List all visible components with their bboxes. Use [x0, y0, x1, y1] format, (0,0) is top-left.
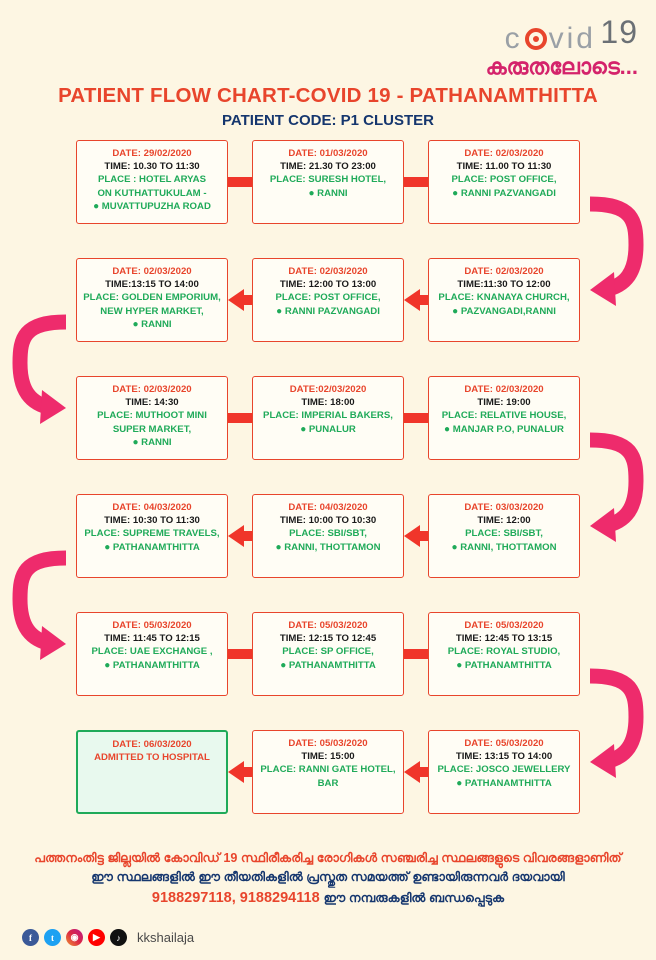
- card-place-line: PLACE: ROYAL STUDIO,: [447, 646, 561, 658]
- card-place-line: ● PAZVANGADI,RANNI: [452, 305, 556, 317]
- instagram-icon[interactable]: ◉: [66, 929, 83, 946]
- logo-malayalam-tagline: കരുതലോടെ...: [485, 53, 638, 79]
- card-time: TIME: 21.30 TO 23:00: [280, 161, 376, 173]
- location-pin-icon: ●: [280, 659, 287, 671]
- flow-card: [76, 612, 228, 696]
- flow-card: [428, 140, 580, 224]
- card-time: TIME: 12:00: [477, 515, 531, 527]
- card-place-line: PLACE: POST OFFICE,: [275, 292, 381, 304]
- card-date: DATE: 05/03/2020: [288, 738, 368, 749]
- location-pin-icon: ●: [104, 659, 111, 671]
- card-place-line: PLACE: SURESH HOTEL,: [269, 174, 387, 186]
- card-date: DATE: 02/03/2020: [112, 384, 192, 395]
- card-place-line: ● MUVATTUPUZHA ROAD: [93, 200, 211, 212]
- flow-card: [252, 376, 404, 460]
- logo-virus-o-icon: [525, 28, 547, 50]
- twitter-icon[interactable]: t: [44, 929, 61, 946]
- footer-line-2: ഈ സ്ഥലങ്ങളിൽ ഈ തീയതികളിൽ പ്രസ്തുത സമയത്ത് ഉണ്ടായിരുന്നവർ ദയവായി: [91, 870, 565, 884]
- card-time: TIME: 14:30: [125, 397, 179, 409]
- card-date: DATE: 06/03/2020: [112, 739, 192, 750]
- location-pin-icon: ●: [132, 318, 139, 330]
- card-place-line: ADMITTED TO HOSPITAL: [94, 752, 210, 764]
- flow-card: [428, 730, 580, 814]
- social-handle: kkshailaja: [137, 930, 195, 945]
- card-time: TIME: 19:00: [477, 397, 531, 409]
- card-date: DATE: 05/03/2020: [112, 620, 192, 631]
- card-time: TIME: 11.00 TO 11:30: [456, 161, 552, 173]
- card-place-line: PLACE: SUPREME TRAVELS,: [84, 528, 220, 540]
- helpline-numbers: 9188297118, 9188294118: [151, 890, 320, 906]
- card-place-line: PLACE: SBI/SBT,: [465, 528, 543, 540]
- card-place-line: NEW HYPER MARKET,: [100, 305, 204, 317]
- location-pin-icon: ●: [275, 541, 282, 553]
- card-date: DATE: 04/03/2020: [288, 502, 368, 513]
- flow-card: [76, 494, 228, 578]
- card-place-line: ● PATHANAMTHITTA: [456, 659, 552, 671]
- curve-arrow-right-3: [586, 662, 648, 780]
- card-time: TIME: 12:15 TO 12:45: [279, 633, 377, 645]
- card-place-line: ● PATHANAMTHITTA: [104, 659, 200, 671]
- card-date: DATE: 02/03/2020: [464, 384, 544, 395]
- card-date: DATE: 05/03/2020: [288, 620, 368, 631]
- card-time: TIME: 12:45 TO 13:15: [455, 633, 553, 645]
- card-place-line: PLACE: SBI/SBT,: [289, 528, 367, 540]
- footer-contact-line: [0, 890, 656, 906]
- flow-chart-board: [0, 140, 656, 848]
- card-date: DATE:02/03/2020: [289, 384, 367, 395]
- card-time: TIME: 10:00 TO 10:30: [279, 515, 377, 527]
- footer-line-3-tail: ഈ നമ്പരുകളിൽ ബന്ധപ്പെടുക: [323, 891, 505, 905]
- card-place-line: PLACE: IMPERIAL BAKERS,: [263, 410, 393, 422]
- card-place-line: ● PUNALUR: [300, 423, 356, 435]
- page-title: PATIENT FLOW CHART-COVID 19 - PATHANAMTHITTA: [58, 84, 598, 107]
- card-date: DATE: 04/03/2020: [112, 502, 192, 513]
- card-date: DATE: 02/03/2020: [288, 266, 368, 277]
- card-place-line: ● RANNI: [132, 318, 172, 330]
- curve-arrow-left-2: [8, 544, 70, 662]
- tiktok-icon[interactable]: ♪: [110, 929, 127, 946]
- curve-arrow-right-1: [586, 190, 648, 308]
- card-place-line: ● RANNI, THOTTAMON: [451, 541, 557, 553]
- card-place-line: ● RANNI PAZVANGADI: [452, 187, 556, 199]
- logo-text-row: [338, 14, 638, 56]
- card-place-line: ● RANNI, THOTTAMON: [275, 541, 381, 553]
- youtube-icon[interactable]: ▶: [88, 929, 105, 946]
- location-pin-icon: ●: [93, 200, 100, 212]
- card-date: DATE: 05/03/2020: [464, 620, 544, 631]
- curve-arrow-right-2: [586, 426, 648, 544]
- card-date: DATE: 29/02/2020: [112, 148, 192, 159]
- location-pin-icon: ●: [300, 423, 307, 435]
- card-place-line: PLACE: SP OFFICE,: [282, 646, 374, 658]
- flow-row-5: [0, 612, 656, 730]
- card-time: TIME: 12:00 TO 13:00: [279, 279, 377, 291]
- patient-code-subtitle: PATIENT CODE: P1 CLUSTER: [222, 112, 434, 129]
- flow-card: [428, 258, 580, 342]
- card-place-line: PLACE: POST OFFICE,: [451, 174, 557, 186]
- card-date: DATE: 05/03/2020: [464, 738, 544, 749]
- location-pin-icon: ●: [452, 305, 459, 317]
- card-time: TIME:11:30 TO 12:00: [457, 279, 551, 291]
- card-place-line: ● PATHANAMTHITTA: [456, 777, 552, 789]
- flow-row-1: [0, 140, 656, 258]
- card-time: TIME: 15:00: [301, 751, 355, 763]
- card-place-line: ● RANNI: [132, 436, 172, 448]
- logo-covid-word: c: [504, 21, 523, 55]
- card-time: TIME: 18:00: [301, 397, 355, 409]
- card-place-line: SUPER MARKET,: [112, 423, 192, 435]
- card-place-line: PLACE: GOLDEN EMPORIUM,: [83, 292, 221, 304]
- flow-card: [252, 140, 404, 224]
- card-time: TIME: 10.30 TO 11:30: [104, 161, 200, 173]
- flow-card: [252, 494, 404, 578]
- logo-covid-word-2: vid: [548, 21, 596, 55]
- card-place-line: PLACE : HOTEL ARYAS: [97, 174, 207, 186]
- flow-card: [76, 376, 228, 460]
- card-date: DATE: 02/03/2020: [464, 266, 544, 277]
- flow-card: [428, 376, 580, 460]
- card-place-line: ● RANNI PAZVANGADI: [276, 305, 380, 317]
- flow-card-final: [76, 730, 228, 814]
- flow-card: [76, 140, 228, 224]
- covid-logo: [338, 14, 638, 80]
- card-place-line: PLACE: MUTHOOT MINI: [97, 410, 207, 422]
- flow-card: [76, 258, 228, 342]
- flow-row-3: [0, 376, 656, 494]
- card-date: DATE: 01/03/2020: [288, 148, 368, 159]
- card-time: TIME:13:15 TO 14:00: [105, 279, 199, 291]
- card-place-line: PLACE: RANNI GATE HOTEL,: [260, 764, 396, 776]
- card-place-line: ● MANJAR P.O, PUNALUR: [444, 423, 564, 435]
- flow-row-4: [0, 494, 656, 612]
- card-place-line: ON KUTHATTUKULAM -: [97, 187, 207, 199]
- flow-card: [428, 612, 580, 696]
- card-place-line: BAR: [317, 777, 339, 789]
- flow-row-2: [0, 258, 656, 376]
- footer-text-block: [0, 849, 656, 906]
- flow-card: [252, 612, 404, 696]
- facebook-icon[interactable]: f: [22, 929, 39, 946]
- card-date: DATE: 03/03/2020: [464, 502, 544, 513]
- location-pin-icon: ●: [132, 436, 139, 448]
- location-pin-icon: ●: [444, 423, 451, 435]
- location-pin-icon: ●: [456, 777, 463, 789]
- flow-card: [252, 258, 404, 342]
- social-links[interactable]: [22, 929, 194, 946]
- card-time: TIME: 10:30 TO 11:30: [104, 515, 200, 527]
- location-pin-icon: ●: [456, 659, 463, 671]
- flow-row-6: [0, 730, 656, 848]
- card-date: DATE: 02/03/2020: [112, 266, 192, 277]
- card-place-line: ● RANNI: [308, 187, 348, 199]
- location-pin-icon: ●: [308, 187, 315, 199]
- card-place-line: PLACE: UAE EXCHANGE ,: [91, 646, 213, 658]
- card-place-line: PLACE: KNANAYA CHURCH,: [438, 292, 570, 304]
- location-pin-icon: ●: [452, 187, 459, 199]
- card-place-line: PLACE: RELATIVE HOUSE,: [441, 410, 567, 422]
- curve-arrow-left-1: [8, 308, 70, 426]
- location-pin-icon: ●: [451, 541, 458, 553]
- logo-19: 19: [600, 14, 638, 50]
- card-time: TIME: 11:45 TO 12:15: [104, 633, 200, 645]
- card-place-line: ● PATHANAMTHITTA: [280, 659, 376, 671]
- card-place-line: PLACE: JOSCO JEWELLERY: [437, 764, 571, 776]
- location-pin-icon: ●: [276, 305, 283, 317]
- footer-line-1: പത്തനംതിട്ട ജില്ലയിൽ കോവിഡ് 19 സ്ഥിരീകരിച്ച രോഗികൾ സഞ്ചരിച്ച സ്ഥലങ്ങളുടെ വിവരങ്ങളാണിത്: [34, 851, 622, 865]
- card-place-line: ● PATHANAMTHITTA: [104, 541, 200, 553]
- card-date: DATE: 02/03/2020: [464, 148, 544, 159]
- card-time: TIME: 13:15 TO 14:00: [455, 751, 553, 763]
- location-pin-icon: ●: [104, 541, 111, 553]
- flow-card: [252, 730, 404, 814]
- flow-card: [428, 494, 580, 578]
